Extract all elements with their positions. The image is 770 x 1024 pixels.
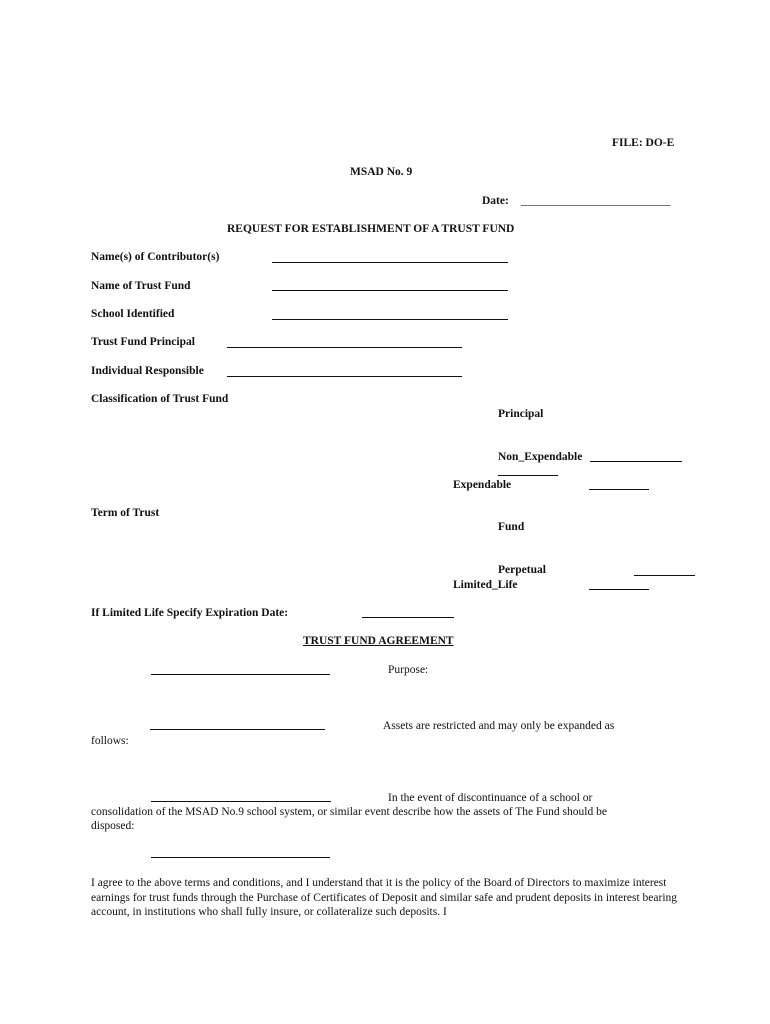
- term-label: Term of Trust: [91, 507, 160, 519]
- non-expendable-field[interactable]: [590, 461, 682, 462]
- purpose-label: Purpose:: [388, 664, 429, 676]
- perpetual-label: Perpetual: [498, 564, 546, 576]
- school-label: School Identified: [91, 308, 175, 320]
- discontinuance-text: In the event of discontinuance of a school or: [388, 792, 593, 804]
- school-field[interactable]: [272, 319, 508, 320]
- trust-fund-name-label: Name of Trust Fund: [91, 280, 191, 292]
- assets-initials-field[interactable]: [150, 729, 325, 730]
- discontinuance-text-end: disposed:: [91, 820, 135, 832]
- principal-label: Trust Fund Principal: [91, 336, 195, 348]
- limited-life-field[interactable]: [589, 589, 649, 590]
- contributors-label: Name(s) of Contributor(s): [91, 251, 220, 263]
- trust-fund-name-field[interactable]: [272, 290, 508, 291]
- discontinuance-initials-field[interactable]: [151, 801, 331, 802]
- classification-label: Classification of Trust Fund: [91, 393, 229, 405]
- district-name: MSAD No. 9: [350, 166, 413, 178]
- expendable-label: Expendable: [453, 479, 512, 491]
- non-expendable-field-cont[interactable]: [498, 475, 558, 476]
- discontinuance-text-cont: consolidation of the MSAD No.9 school system, or similar event describe how the assets of The Fund should be: [91, 806, 607, 818]
- contributors-field[interactable]: [272, 262, 508, 263]
- assets-text: Assets are restricted and may only be expanded as: [383, 720, 615, 732]
- expiration-label: If Limited Life Specify Expiration Date:: [91, 607, 289, 619]
- page-title: REQUEST FOR ESTABLISHMENT OF A TRUST FUND: [227, 223, 515, 235]
- individual-field[interactable]: [227, 376, 462, 377]
- file-code: FILE: DO-E: [612, 137, 675, 149]
- agreement-title: TRUST FUND AGREEMENT: [303, 635, 454, 647]
- expendable-field[interactable]: [589, 489, 649, 490]
- date-label: Date:: [482, 195, 509, 207]
- individual-label: Individual Responsible: [91, 365, 204, 377]
- disposal-field[interactable]: [151, 857, 330, 858]
- non-expendable-label: Non_Expendable: [498, 451, 583, 463]
- agreement-paragraph: I agree to the above terms and conditions, and I understand that it is the policy of the Board of Directors to maximize interest earnings for trust funds through the Purchase of Certificates of Deposit and similar safe and prudent deposits in interest bearing account, in institutions who shall fully insure, or collateralize such deposits. I: [91, 877, 678, 918]
- assets-text-cont: follows:: [91, 735, 129, 747]
- date-field[interactable]: __________________________: [521, 195, 671, 207]
- term-fund: Fund: [498, 521, 525, 533]
- perpetual-field[interactable]: [634, 575, 695, 576]
- limited-life-label: Limited_Life: [453, 579, 518, 591]
- purpose-initials-field[interactable]: [151, 674, 330, 675]
- principal-field[interactable]: [227, 347, 462, 348]
- classification-principal: Principal: [498, 408, 544, 420]
- expiration-field[interactable]: [362, 617, 454, 618]
